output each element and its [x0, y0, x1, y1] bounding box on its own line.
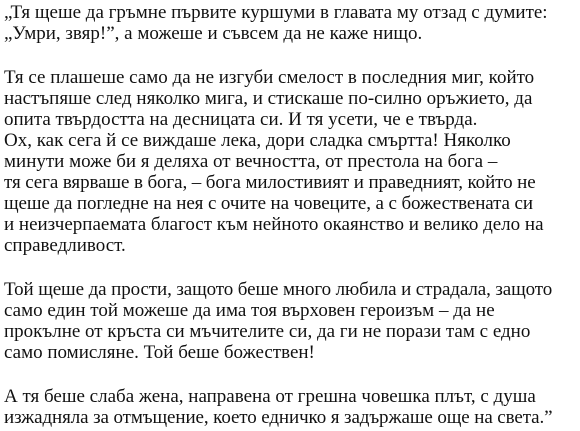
text-line: Ох, как сега й се виждаше лека, дори сладка смъртта! Няколко [4, 130, 511, 151]
text-line: изжадняла за отмъщение, което едничко я задържаше още на света.” [4, 407, 553, 428]
paragraph-1 [4, 2, 578, 44]
text-line: и неизчерпаемата благост към нейното окаянство и велико дело на [4, 214, 544, 235]
paragraph-2 [4, 67, 578, 256]
text-line: „Умри, звяр!”, а можеше и съвсем да не каже нищо. [4, 23, 423, 44]
document-page [4, 2, 578, 428]
text-line: само един той можеше да има тоя върховен героизъм – да не [4, 300, 495, 321]
paragraph-3 [4, 279, 578, 363]
text-line: тя сега вярваше в бога, – бога милостивият и праведният, който не [4, 172, 536, 193]
text-line: минути може би я деляха от вечността, от престола на бога – [4, 151, 498, 172]
text-line: справедливост. [4, 235, 126, 256]
text-line: Той щеше да прости, защото беше много любила и страдала, защото [4, 279, 553, 300]
paragraph-4 [4, 386, 578, 428]
text-line: А тя беше слаба жена, направена от грешна човешка плът, с душа [4, 386, 536, 407]
text-line: настъпяше след няколко мига, и стискаше по-силно оръжието, да [4, 88, 533, 109]
text-line: прокълне от кръста си мъчителите си, да ги не порази там с едно [4, 321, 531, 342]
text-line: опита твърдостта на десницата си. И тя усети, че е твърда. [4, 109, 478, 130]
text-line: Тя се плашеше само да не изгуби смелост в последния миг, който [4, 67, 535, 88]
text-line: „Тя щеше да гръмне първите куршуми в главата му отзад с думите: [4, 2, 548, 23]
text-line: щеше да погледне на нея с очите на човеците, а с божествената си [4, 193, 533, 214]
text-line: само помисляне. Той беше божествен! [4, 342, 315, 363]
